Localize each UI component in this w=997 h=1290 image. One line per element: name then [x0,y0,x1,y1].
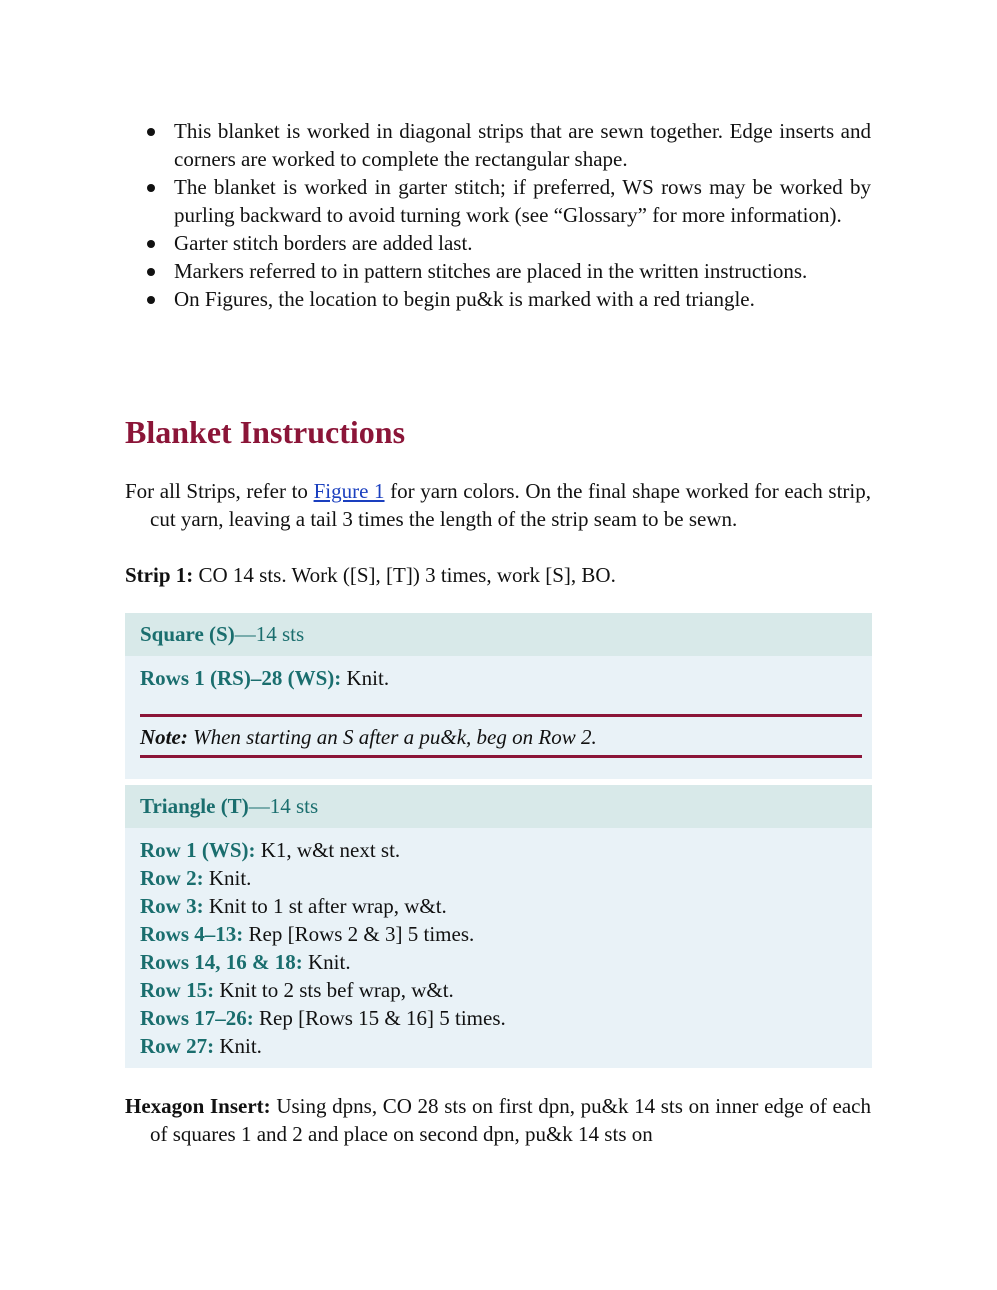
triangle-box-body [125,828,872,1060]
triangle-stitch-box [125,785,872,1068]
row-instruction: Row 3: Knit to 1 st after wrap, w&t. [140,894,447,918]
bullet-icon [147,128,155,136]
bullet-icon [147,268,155,276]
bullet-icon [147,296,155,304]
row-instruction: Row 27: Knit. [140,1034,262,1058]
strip-1-instruction: Strip 1: CO 14 sts. Work ([S], [T]) 3 times, work [S], BO. [125,563,616,587]
notes-list [147,117,871,313]
row-instruction: Row 2: Knit. [140,866,252,890]
note-item: On Figures, the location to begin pu&k is marked with a red triangle. [147,285,871,313]
section-title: Blanket Instructions [125,414,406,450]
bullet-icon [147,184,155,192]
figure-1-link[interactable]: Figure 1 [313,479,385,503]
intro-paragraph: For all Strips, refer to Figure 1 for yarn colors. On the final shape worked for each strip, cut yarn, leaving a tail 3 times the length of the strip seam to be sewn. [125,479,871,531]
bullet-icon [147,240,155,248]
triangle-box-header: Triangle (T)—14 sts [125,785,872,828]
square-note: Note: When starting an S after a pu&k, beg on Row 2. [140,714,862,758]
note-item: The blanket is worked in garter stitch; if preferred, WS rows may be worked by purling backward to avoid turning work (see “Glossary” for more information). [147,173,871,229]
square-stitch-box [125,613,872,779]
row-instruction: Rows 14, 16 & 18: Knit. [140,950,351,974]
note-item: Markers referred to in pattern stitches are placed in the written instructions. [147,257,871,285]
hexagon-insert-label: Hexagon Insert: [125,1094,271,1118]
row-instruction: Rows 17–26: Rep [Rows 15 & 16] 5 times. [140,1006,506,1030]
row-instruction: Rows 1 (RS)–28 (WS): Knit. [140,666,390,690]
row-instruction: Row 1 (WS): K1, w&t next st. [140,838,401,862]
square-box-body [125,656,872,758]
square-box-header: Square (S)—14 sts [125,613,872,656]
note-item: This blanket is worked in diagonal strips that are sewn together. Edge inserts and corners are worked to complete the rectangular shape. [147,117,871,173]
row-instruction: Rows 4–13: Rep [Rows 2 & 3] 5 times. [140,922,475,946]
hexagon-insert-paragraph: Hexagon Insert: Using dpns, CO 28 sts on first dpn, pu&k 14 sts on inner edge of each of squares 1 and 2 and place on second dpn, pu&k 14 sts on [125,1094,871,1146]
row-instruction: Row 15: Knit to 2 sts bef wrap, w&t. [140,978,454,1002]
note-item: Garter stitch borders are added last. [147,229,871,257]
strip-1-label: Strip 1: [125,563,194,587]
